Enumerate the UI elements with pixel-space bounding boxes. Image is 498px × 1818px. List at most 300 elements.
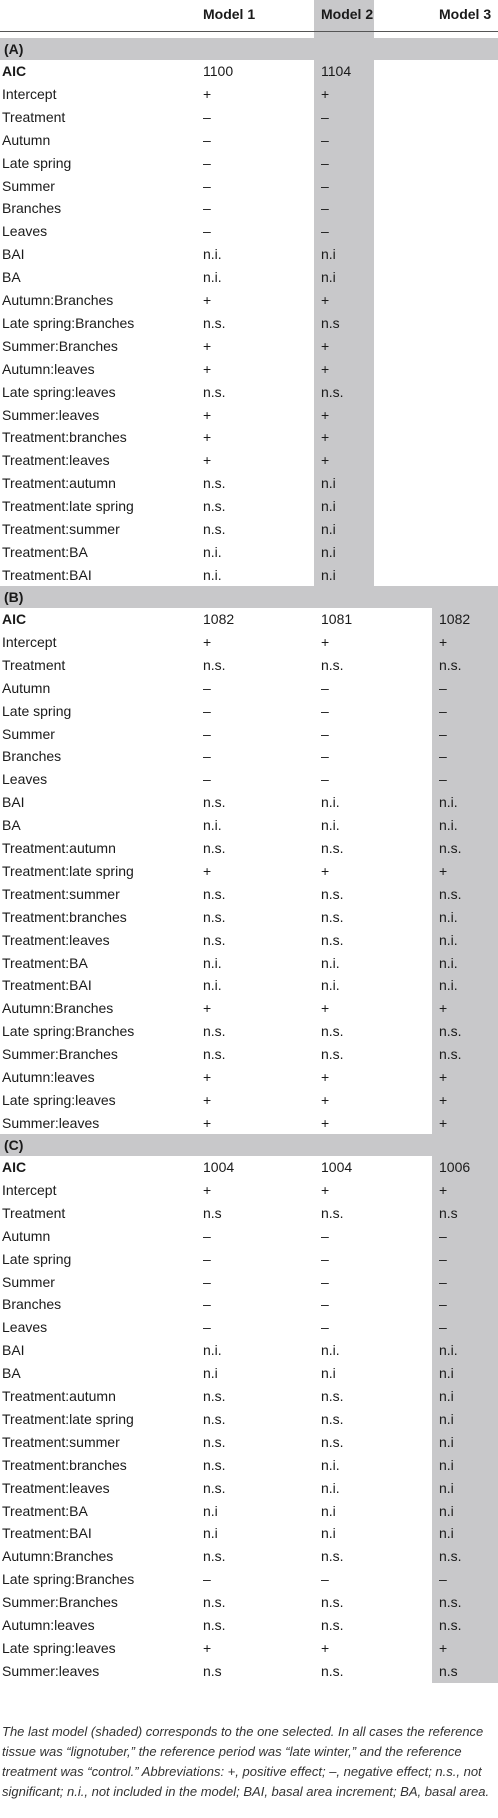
table-cell: +	[321, 1114, 330, 1131]
table-row	[0, 426, 498, 449]
table-row	[0, 906, 498, 929]
table-row	[0, 1614, 498, 1637]
table-row	[0, 1316, 498, 1339]
row-label: Summer:Branches	[2, 1594, 118, 1611]
table-row	[0, 220, 498, 243]
table-cell: n.i	[321, 566, 336, 583]
table-row	[0, 631, 498, 654]
table-row	[0, 312, 498, 335]
table-cell: –	[439, 1227, 447, 1244]
table-cell: +	[439, 1069, 448, 1085]
table-cell: n.s.	[203, 314, 226, 331]
table-cell: +	[203, 1091, 212, 1108]
row-label: Treatment:autumn	[2, 840, 116, 856]
table-cell: +	[321, 337, 330, 354]
table-cell: –	[439, 771, 447, 788]
table-cell: n.s.	[203, 1594, 226, 1611]
table-cell: n.i	[439, 1365, 454, 1382]
table-row	[0, 1568, 498, 1591]
table-cell: n.s.	[203, 885, 226, 902]
table-cell: n.i.	[203, 269, 222, 286]
table-row	[0, 1248, 498, 1271]
row-label: Autumn:Branches	[2, 1548, 114, 1565]
row-label: Treatment:BAI	[2, 1525, 92, 1542]
table-row	[0, 860, 498, 883]
row-label: BAI	[2, 794, 25, 811]
table-cell: n.i.	[203, 954, 222, 971]
table-cell: –	[203, 679, 211, 696]
table-cell: –	[203, 1319, 211, 1336]
table-cell: +	[321, 1091, 330, 1108]
table-row	[0, 1089, 498, 1112]
table-cell: +	[321, 633, 330, 650]
table-row	[0, 243, 498, 266]
table-cell: n.s.	[203, 840, 226, 856]
table-row	[0, 745, 498, 768]
table-row	[0, 1545, 498, 1568]
table-row	[0, 1591, 498, 1614]
table-row	[0, 1385, 498, 1408]
row-label: AIC	[2, 611, 27, 627]
table-cell: n.s.	[321, 1204, 344, 1221]
table-cell: 1104	[321, 63, 352, 79]
table-row	[0, 106, 498, 129]
table-row	[0, 1339, 498, 1362]
table-cell: n.i	[321, 1365, 336, 1382]
section-label: (C)	[4, 1137, 24, 1153]
table-row	[0, 1500, 498, 1523]
table-cell: n.s.	[321, 1548, 344, 1565]
table-cell: 1082	[203, 611, 235, 627]
row-label: Branches	[2, 200, 62, 217]
table-cell: –	[203, 748, 211, 765]
table-cell: n.s	[321, 314, 340, 331]
row-label: Summer	[2, 177, 55, 194]
table-cell: n.s.	[203, 521, 226, 537]
section-header	[0, 1134, 498, 1156]
table-cell: n.i.	[439, 931, 458, 948]
table-cell: n.s.	[321, 1023, 344, 1040]
table-cell: –	[321, 108, 329, 125]
table-row	[0, 197, 498, 220]
table-cell: n.s.	[321, 908, 344, 925]
row-label: Treatment:BA	[2, 954, 88, 971]
table-cell: +	[321, 1000, 330, 1017]
table-caption: The last model (shaded) corresponds to the one selected. In all cases the reference tissue was “lignotuber,” the reference period was “late winter,” and the reference treatment was “control.” Abbreviations: +, positive effect; –, negative effect; n.s., not significant; n.i., not included in the model; BAI, basal area increment; BA, basal area.	[2, 1724, 490, 1799]
row-label: Late spring:leaves	[2, 1091, 116, 1108]
table-cell: n.s.	[203, 794, 226, 811]
table-cell: n.s.	[203, 475, 226, 492]
table-cell: n.s.	[439, 1023, 462, 1040]
table-cell: n.s	[439, 1662, 458, 1679]
table-cell: +	[321, 862, 330, 879]
row-label: Leaves	[2, 771, 48, 788]
table-cell: n.i.	[203, 543, 222, 560]
row-label: Late spring:Branches	[2, 1023, 135, 1040]
table-row	[0, 768, 498, 791]
row-label: Branches	[2, 748, 62, 765]
table-cell: –	[321, 679, 329, 696]
table-cell: n.s	[203, 1662, 222, 1679]
table-cell: n.s.	[321, 383, 344, 400]
table-row	[0, 266, 498, 289]
table-row	[0, 1522, 498, 1545]
row-label: Autumn:leaves	[2, 1617, 95, 1633]
table-cell: n.s.	[203, 656, 226, 673]
row-label: Intercept	[2, 633, 57, 650]
table-row	[0, 1202, 498, 1225]
row-label: Late spring:Branches	[2, 1571, 135, 1588]
table-cell: +	[203, 633, 212, 650]
table-cell: +	[321, 1639, 330, 1656]
table-cell: n.s.	[439, 656, 462, 673]
row-label: Autumn:leaves	[2, 360, 95, 377]
table-cell: –	[321, 748, 329, 765]
table-row	[0, 1293, 498, 1316]
row-label: Autumn:Branches	[2, 292, 114, 308]
table-cell: –	[321, 1227, 329, 1244]
table-row	[0, 1477, 498, 1500]
table-cell: –	[321, 1319, 329, 1336]
row-label: BAI	[2, 1342, 25, 1359]
table-cell: 1004	[203, 1159, 235, 1175]
table-cell: +	[439, 1091, 448, 1108]
row-label: BA	[2, 817, 21, 834]
table-row	[0, 1431, 498, 1454]
row-label: Autumn	[2, 1227, 51, 1244]
table-cell: n.i.	[203, 246, 222, 263]
row-label: Autumn:Branches	[2, 1000, 114, 1017]
row-label: Late spring:leaves	[2, 383, 116, 400]
table-row	[0, 1112, 498, 1135]
table-row	[0, 837, 498, 860]
table-cell: +	[439, 862, 448, 879]
table-cell: +	[439, 1114, 448, 1131]
table-cell: n.i	[439, 1502, 454, 1519]
table-row	[0, 1156, 498, 1179]
row-label: Autumn	[2, 679, 51, 696]
table-cell: –	[203, 1571, 211, 1588]
table-row	[0, 1271, 498, 1294]
table-cell: –	[321, 223, 329, 240]
row-label: Late spring:leaves	[2, 1639, 116, 1656]
table-cell: n.i.	[321, 1479, 340, 1496]
table-cell: n.i.	[203, 566, 222, 583]
table-cell: –	[439, 1571, 447, 1588]
table-row	[0, 518, 498, 541]
row-label: Treatment:autumn	[2, 1388, 116, 1404]
table-cell: +	[203, 360, 212, 377]
header-rule	[0, 31, 498, 32]
table-cell: –	[439, 1250, 447, 1267]
table-cell: +	[203, 862, 212, 879]
row-label: Treatment:leaves	[2, 1479, 110, 1496]
column-header-model-2: Model 2	[321, 6, 374, 22]
table-cell: +	[203, 337, 212, 354]
row-label: Treatment:late spring	[2, 498, 134, 515]
table-cell: n.i	[321, 1502, 336, 1519]
table-cell: +	[203, 1181, 212, 1198]
table-cell: n.i.	[203, 977, 222, 994]
table-cell: n.i	[321, 246, 336, 263]
table-cell: n.s.	[321, 1594, 344, 1611]
table-cell: n.s	[203, 1204, 222, 1221]
table-cell: –	[321, 154, 329, 171]
row-label: Summer:Branches	[2, 337, 118, 354]
table-row	[0, 654, 498, 677]
table-cell: +	[321, 292, 330, 308]
table-cell: n.i.	[439, 794, 458, 811]
table-row	[0, 700, 498, 723]
table-cell: n.s.	[321, 1046, 344, 1063]
table-cell: –	[439, 725, 447, 742]
table-cell: –	[439, 1273, 447, 1290]
row-label: BAI	[2, 246, 25, 263]
table-cell: –	[439, 1319, 447, 1336]
table-cell: n.i	[203, 1525, 218, 1542]
table-cell: –	[439, 748, 447, 765]
table-row	[0, 1066, 498, 1089]
table-cell: +	[203, 292, 212, 308]
row-label: Summer:leaves	[2, 1662, 100, 1679]
row-label: Leaves	[2, 223, 48, 240]
row-label: Treatment	[2, 1204, 66, 1221]
table-cell: –	[321, 1273, 329, 1290]
column-header-model-1: Model 1	[203, 6, 256, 22]
table-cell: n.s.	[439, 885, 462, 902]
table-row	[0, 152, 498, 175]
table-cell: n.i.	[321, 1342, 340, 1359]
table-cell: –	[203, 223, 211, 240]
table-cell: n.s.	[203, 383, 226, 400]
table-cell: –	[203, 771, 211, 788]
column-header-model-3: Model 3	[439, 6, 492, 22]
table-row	[0, 929, 498, 952]
table-row	[0, 404, 498, 427]
table-row	[0, 541, 498, 564]
table-cell: n.i.	[439, 908, 458, 925]
table-cell: n.i.	[321, 954, 340, 971]
row-label: Intercept	[2, 85, 57, 102]
table-cell: n.s.	[321, 656, 344, 673]
table-cell: +	[203, 406, 212, 423]
table-cell: n.s.	[321, 1662, 344, 1679]
section-header	[0, 38, 498, 60]
table-cell: n.s.	[439, 1046, 462, 1063]
table-row	[0, 883, 498, 906]
table-cell: +	[321, 406, 330, 423]
table-cell: n.i.	[203, 1342, 222, 1359]
table-cell: +	[203, 1639, 212, 1656]
table-cell: –	[203, 131, 211, 148]
table-cell: n.i	[321, 543, 336, 560]
table-cell: n.i	[439, 1388, 454, 1404]
table-cell: –	[203, 108, 211, 125]
row-label: Treatment:BA	[2, 1502, 88, 1519]
table-cell: –	[203, 1273, 211, 1290]
table-cell: 1004	[321, 1159, 353, 1175]
row-label: Summer:Branches	[2, 1046, 118, 1063]
table-cell: –	[203, 1296, 211, 1313]
row-label: Late spring	[2, 154, 72, 171]
table-cell: +	[439, 1181, 448, 1198]
table-row	[0, 1225, 498, 1248]
row-label: Treatment:summer	[2, 885, 120, 902]
table-cell: –	[203, 702, 211, 719]
table-cell: n.i.	[321, 794, 340, 811]
table-cell: n.s.	[321, 840, 344, 856]
table-cell: n.s.	[203, 1433, 226, 1450]
row-label: BA	[2, 269, 21, 286]
row-label: Treatment:leaves	[2, 931, 110, 948]
row-label: Treatment:summer	[2, 1433, 120, 1450]
table-cell: n.s.	[321, 1388, 344, 1404]
table-cell: n.s.	[321, 885, 344, 902]
row-label: Treatment:BAI	[2, 566, 92, 583]
table-cell: –	[203, 725, 211, 742]
table-cell: +	[321, 1181, 330, 1198]
table-row	[0, 495, 498, 518]
section-header	[0, 586, 498, 608]
row-label: Treatment:branches	[2, 908, 127, 925]
table-cell: n.s.	[203, 1479, 226, 1496]
table-cell: –	[203, 200, 211, 217]
row-label: Treatment:late spring	[2, 862, 134, 879]
table-cell: n.s.	[203, 1548, 226, 1565]
table-row	[0, 952, 498, 975]
table-cell: n.s.	[203, 908, 226, 925]
row-label: Treatment	[2, 108, 66, 125]
table-row	[0, 289, 498, 312]
table-cell: +	[321, 85, 330, 102]
row-label: Autumn	[2, 131, 51, 148]
table-cell: +	[439, 633, 448, 650]
table-cell: n.i.	[439, 817, 458, 834]
table-cell: n.i.	[321, 1456, 340, 1473]
table-cell: +	[203, 429, 212, 446]
table-cell: +	[321, 360, 330, 377]
table-cell: 1100	[203, 63, 234, 79]
row-label: AIC	[2, 63, 27, 79]
table-cell: 1082	[439, 611, 471, 627]
table-cell: n.s.	[203, 1388, 226, 1404]
table-cell: n.i.	[321, 817, 340, 834]
table-cell: n.s.	[203, 1456, 226, 1473]
table-cell: –	[203, 1227, 211, 1244]
row-label: Late spring	[2, 1250, 72, 1267]
table-row	[0, 449, 498, 472]
table-row	[0, 997, 498, 1020]
row-label: Treatment:BAI	[2, 977, 92, 994]
table-row	[0, 1362, 498, 1385]
row-label: Summer	[2, 1273, 55, 1290]
row-label: AIC	[2, 1159, 27, 1175]
table-row	[0, 1637, 498, 1660]
table-row	[0, 723, 498, 746]
table-row	[0, 791, 498, 814]
row-label: Late spring	[2, 702, 72, 719]
table-cell: n.i	[203, 1365, 218, 1382]
table-cell: n.i	[439, 1479, 454, 1496]
table-cell: n.i.	[439, 1342, 458, 1359]
table-cell: +	[203, 1000, 212, 1017]
section-label: (A)	[4, 41, 24, 57]
row-label: Intercept	[2, 1181, 57, 1198]
table-cell: –	[321, 702, 329, 719]
table-cell: n.i	[439, 1456, 454, 1473]
row-label: Autumn:leaves	[2, 1069, 95, 1085]
table-cell: 1006	[439, 1159, 471, 1175]
table-row	[0, 1043, 498, 1066]
row-label: Treatment:autumn	[2, 475, 116, 492]
table-cell: +	[321, 429, 330, 446]
table-cell: n.i	[321, 521, 336, 537]
table-cell: n.s.	[439, 1617, 462, 1633]
table-cell: n.s.	[203, 1617, 226, 1633]
table-row	[0, 83, 498, 106]
table-cell: n.i	[321, 1525, 336, 1542]
row-label: Leaves	[2, 1319, 48, 1336]
table-cell: +	[203, 1114, 212, 1131]
table-cell: n.s.	[203, 931, 226, 948]
row-label: Late spring:Branches	[2, 314, 135, 331]
table-row	[0, 1660, 498, 1683]
table-row	[0, 60, 498, 83]
table-cell: n.i	[439, 1410, 454, 1427]
row-label: Treatment:branches	[2, 1456, 127, 1473]
table-cell: n.s.	[321, 1433, 344, 1450]
table-cell: n.i.	[439, 977, 458, 994]
table-cell: +	[203, 1069, 212, 1085]
table-cell: n.s.	[439, 840, 462, 856]
row-label: Treatment:late spring	[2, 1410, 134, 1427]
row-label: Treatment:BA	[2, 543, 88, 560]
table-cell: n.s.	[203, 1410, 226, 1427]
row-label: Treatment:leaves	[2, 452, 110, 469]
table-cell: –	[321, 200, 329, 217]
table-cell: n.s.	[203, 1046, 226, 1063]
table-cell: +	[203, 452, 212, 469]
table-cell: –	[439, 1296, 447, 1313]
table-cell: +	[203, 85, 212, 102]
table-row	[0, 974, 498, 997]
table-cell: n.s.	[439, 1594, 462, 1611]
table-cell: n.i	[321, 269, 336, 286]
table-row	[0, 608, 498, 631]
row-label: Treatment	[2, 656, 66, 673]
table-row	[0, 358, 498, 381]
table-row	[0, 1179, 498, 1202]
table-cell: –	[321, 177, 329, 194]
table-row	[0, 814, 498, 837]
table-cell: n.i.	[439, 954, 458, 971]
table-cell: n.s.	[203, 498, 226, 515]
table-cell: n.i.	[321, 977, 340, 994]
row-label: Summer	[2, 725, 55, 742]
table-cell: +	[321, 1069, 330, 1085]
table-row	[0, 564, 498, 587]
table-cell: n.s.	[321, 1410, 344, 1427]
table-row	[0, 677, 498, 700]
table-cell: n.i	[203, 1502, 218, 1519]
row-label: Treatment:summer	[2, 521, 120, 537]
table-cell: –	[321, 725, 329, 742]
row-label: Branches	[2, 1296, 62, 1313]
table-cell: +	[439, 1000, 448, 1017]
table-cell: +	[321, 452, 330, 469]
table-row	[0, 472, 498, 495]
row-label: Treatment:branches	[2, 429, 127, 446]
